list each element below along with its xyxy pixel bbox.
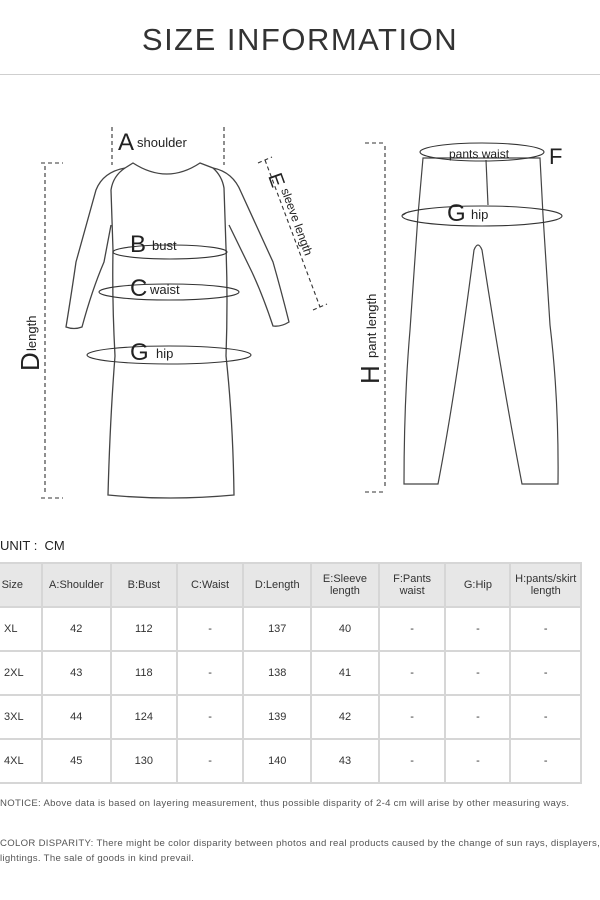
value-cell: 42 [311,695,379,739]
column-header-letter: H [515,573,524,585]
table-row [0,695,581,739]
measure-ellipses [87,143,562,364]
value-cell: 45 [42,739,111,783]
table-row [0,607,581,651]
value-cell: 130 [111,739,177,783]
measure-lines [41,127,409,498]
value-cell: - [177,695,244,739]
column-header [42,563,111,607]
value-cell: - [445,695,510,739]
value-cell: - [379,739,446,783]
label-h-letter: H [355,365,385,384]
label-b-letter: B [130,231,147,258]
label-b-text: bust [152,238,177,253]
value-cell: - [510,607,581,651]
value-cell: - [445,739,510,783]
table-body [0,607,581,783]
size-cell: XL [0,607,42,651]
size-cell: 4XL [0,739,42,783]
column-header-text: :Sleeve length [329,573,367,597]
label-pants-g-letter: G [447,200,466,227]
column-header [243,563,311,607]
value-cell: 41 [311,651,379,695]
value-cell: - [510,739,581,783]
value-cell: 124 [111,695,177,739]
value-cell: - [177,651,244,695]
column-header-letter: F [393,573,400,585]
color-disparity-notice: COLOR DISPARITY: There might be color disparity between photos and real products caused by the change of sun rays, displayers, lightings. The sale of goods in kind prevail. [0,838,600,864]
column-header [379,563,446,607]
value-cell: 40 [311,607,379,651]
value-cell: - [379,651,446,695]
column-header-text: :Pants waist [399,573,432,597]
diagram-labels [15,129,562,384]
value-cell: - [510,695,581,739]
column-header-letter: B [127,579,135,591]
column-header [445,563,510,607]
value-cell: - [445,607,510,651]
value-cell: - [177,607,244,651]
column-header-letter: D [254,579,263,591]
value-cell: - [510,651,581,695]
column-header-text: :Hip [472,579,492,591]
column-header [111,563,177,607]
value-cell: 43 [311,739,379,783]
value-cell: 44 [42,695,111,739]
column-header-letter: G [463,579,473,591]
column-header-letter: A [49,579,57,591]
column-header-text: :Waist [198,579,230,591]
column-header-text: :Shoulder [56,579,104,591]
size-cell: 3XL [0,695,42,739]
column-header [0,563,42,607]
label-pants-g-text: hip [471,207,489,222]
label-d-letter: D [15,352,45,371]
label-a-letter: A [118,129,135,156]
value-cell: - [177,739,244,783]
label-h-text: pant length [364,293,379,358]
value-cell: 43 [42,651,111,695]
label-g-text: hip [156,346,174,361]
value-cell: 138 [243,651,311,695]
table-header-row [0,563,581,607]
column-header-letter: C [190,579,199,591]
column-header-text: :Length [262,579,300,591]
table-row [0,651,581,695]
column-header [311,563,379,607]
value-cell: - [379,695,446,739]
value-cell: - [445,651,510,695]
value-cell: 137 [243,607,311,651]
value-cell: 140 [243,739,311,783]
label-f-text: pants waist [449,147,510,161]
label-c-letter: C [130,275,148,302]
column-header-text: :pants/skirt length [523,573,577,597]
column-header-text: :Bust [134,579,161,591]
value-cell: - [379,607,446,651]
value-cell: 42 [42,607,111,651]
column-header-letter: E [322,573,331,585]
label-c-text: waist [150,282,180,297]
measurement-notice: NOTICE: Above data is based on layering measurement, thus possible disparity of 2-4 cm will arise by other measuring ways. [0,798,570,809]
label-f-letter: F [549,144,563,169]
table-row [0,739,581,783]
size-table [0,562,582,784]
label-e-letter: E [263,170,289,191]
label-e-text: sleeve length [278,186,316,258]
column-header [510,563,581,607]
column-header [177,563,244,607]
column-header-text: Size [1,579,23,591]
value-cell: 118 [111,651,177,695]
size-cell: 2XL [0,651,42,695]
value-cell: 112 [111,607,177,651]
label-g-letter: G [130,339,149,366]
page-title: SIZE INFORMATION [141,22,459,57]
title-divider [0,74,600,75]
measurement-diagram [0,100,600,520]
label-a-text: shoulder [137,135,187,150]
value-cell: 139 [243,695,311,739]
unit-label: UNIT : CM [0,538,65,553]
label-d-text: length [24,315,39,351]
dress-outline [66,163,289,498]
